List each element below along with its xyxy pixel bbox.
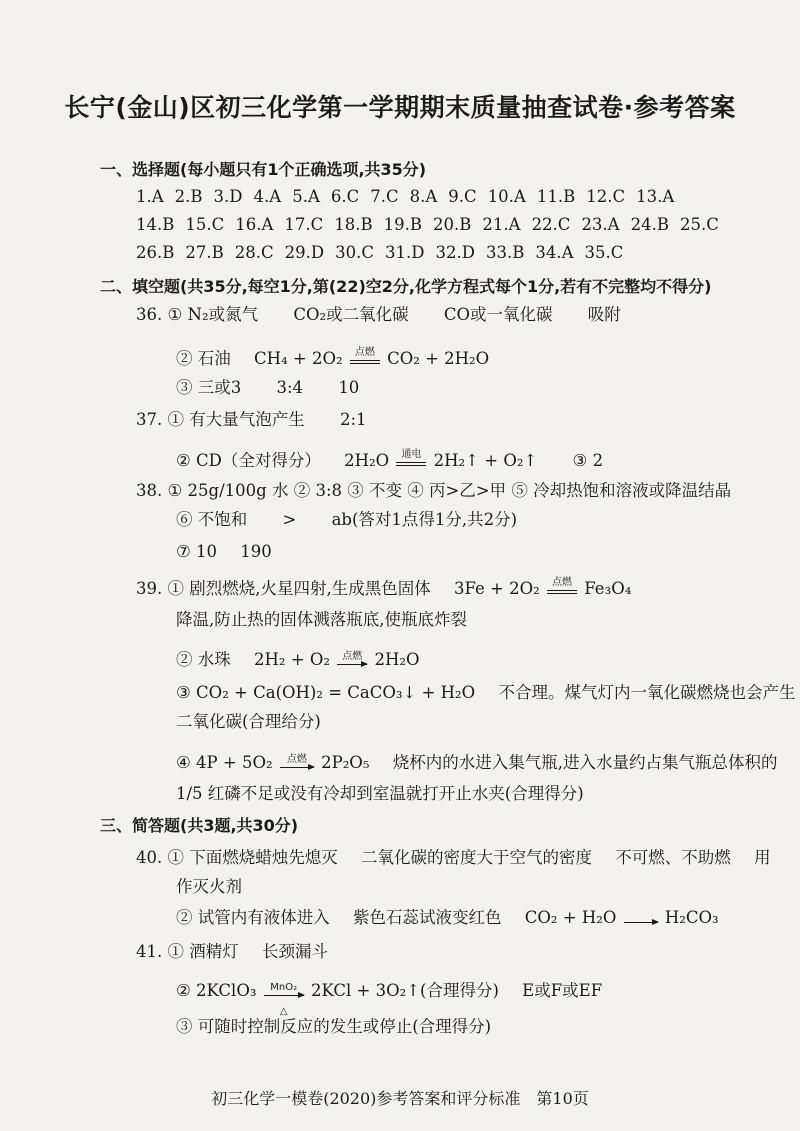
q36-line-1: [136, 304, 621, 326]
choice-answer: 15.C: [185, 215, 225, 234]
choice-answer: 6.C: [330, 187, 360, 206]
choice-answer: 25.C: [679, 215, 719, 234]
equation-left: CO₂ + H₂O: [524, 908, 617, 927]
choice-answer: 26.B: [136, 243, 175, 262]
question-number: 41.: [136, 942, 163, 961]
answer-text: CO₂或二氧化碳: [293, 305, 409, 324]
section-3-header: 三、简答题(共3题,共30分): [100, 816, 299, 835]
condition-text-bottom: △: [279, 1006, 288, 1017]
choice-answer: 14.B: [136, 215, 175, 234]
answer-text: ② CD（全对得分）: [176, 451, 321, 470]
equation-condition: [337, 651, 367, 665]
equation-right: CO₂ + 2H₂O: [387, 349, 490, 368]
answer-text: ② 试管内有液体进入: [176, 908, 330, 927]
equation-left: 2H₂ + O₂: [254, 650, 330, 669]
equation-left: ② 2KClO₃: [176, 981, 257, 1000]
choice-answer: 5.A: [292, 187, 320, 206]
equation-right: 2P₂O₅: [321, 753, 370, 772]
choice-answer: 27.B: [185, 243, 224, 262]
equation-right: 2KCl + 3O₂↑(合理得分): [310, 981, 499, 1000]
q40-line-1: [136, 847, 771, 869]
choice-answer: 8.A: [409, 187, 438, 206]
answer-text: ① 25g/100g 水 ② 3:8 ③ 不变 ④ 丙>乙>甲 ⑤ 冷却热饱和溶液或降温结晶: [167, 481, 732, 500]
choice-answer: 24.B: [630, 215, 669, 234]
q40-line-3: [176, 907, 719, 929]
equation-right: 2H₂↑ + O₂↑: [433, 451, 538, 470]
q39-line-5: 二氧化碳(合理给分): [176, 712, 321, 731]
equation-condition: [396, 449, 426, 466]
answer-text: 3:4: [276, 378, 304, 397]
choice-answer: 11.B: [536, 187, 576, 206]
choice-answer: 28.C: [234, 243, 274, 262]
condition-text: 通电: [401, 449, 422, 460]
choice-answer: 30.C: [335, 243, 374, 262]
answer-text: ① N₂或氮气: [167, 305, 259, 324]
choice-answer: 35.C: [584, 243, 624, 262]
q41-line-3: ③ 可随时控制反应的发生或停止(合理得分): [176, 1017, 492, 1036]
choice-answer: 22.C: [531, 215, 571, 234]
answer-text: 烧杯内的水进入集气瓶,进入水量约占集气瓶总体积的: [392, 753, 778, 772]
choice-answer: 19.B: [383, 215, 423, 234]
page-footer: 初三化学一模卷(2020)参考答案和评分标准 第10页: [211, 1089, 589, 1108]
answer-text: 不合理。煤气灯内一氧化碳燃烧也会产生: [498, 683, 796, 702]
equation-right: Fe₃O₄: [584, 579, 632, 598]
q41-line-1: [136, 941, 328, 963]
q38-line-3: [176, 541, 272, 563]
q41-line-2: [176, 980, 603, 1017]
condition-text: 点燃: [354, 347, 375, 358]
choice-answer: 31.D: [384, 243, 425, 262]
answer-text: >: [282, 510, 297, 529]
answer-text: E或F或EF: [522, 981, 603, 1000]
page-title: 长宁(金山)区初三化学第一学期期末质量抽查试卷·参考答案: [64, 93, 736, 122]
choice-answer: 29.D: [284, 243, 325, 262]
choice-row-1: [136, 186, 674, 208]
choice-answer: 4.A: [253, 187, 282, 206]
q38-line-2: [176, 509, 517, 531]
choice-answer: 23.A: [581, 215, 620, 234]
condition-text: 点燃: [286, 754, 307, 765]
answer-text: 二氧化碳的密度大于空气的密度: [361, 848, 592, 867]
q39-line-2: 降温,防止热的固体溅落瓶底,使瓶底炸裂: [176, 610, 467, 629]
q39-line-7: 1/5 红磷不足或没有冷却到室温就打开止水夹(合理得分): [176, 784, 584, 803]
q38-line-1: [136, 480, 731, 502]
answer-text: ab(答对1点得1分,共2分): [331, 510, 518, 529]
answer-text: ⑥ 不饱和: [176, 510, 248, 529]
q37-line-1: [136, 409, 367, 431]
q36-line-2: [176, 348, 489, 370]
answer-text: ⑦ 10: [176, 542, 218, 561]
choice-answer: 7.C: [370, 187, 399, 206]
q37-line-2: [176, 450, 603, 472]
equation-left: 3Fe + 2O₂: [454, 579, 540, 598]
equation-condition: [280, 754, 314, 768]
q36-line-3: [176, 377, 359, 399]
equation-right: 2H₂O: [374, 650, 420, 669]
answer-text: ① 酒精灯: [167, 942, 239, 961]
equation-condition: [350, 347, 380, 364]
q40-line-2: 作灭火剂: [176, 877, 242, 896]
answer-text: 用: [754, 848, 771, 867]
answer-text: 2:1: [340, 410, 367, 429]
section-2-header: 二、填空题(共35分,每空1分,第(22)空2分,化学方程式每个1分,若有不完整均不得分): [100, 277, 712, 296]
question-number: 36.: [136, 305, 163, 324]
choice-answer: 32.D: [435, 243, 475, 262]
choice-answer: 12.C: [586, 187, 626, 206]
choice-answer: 3.D: [213, 187, 243, 206]
equation-left: ④ 4P + 5O₂: [176, 753, 273, 772]
answer-text: ③ 2: [572, 451, 604, 470]
equation-arrow: [624, 922, 658, 923]
question-number: 38.: [136, 481, 163, 500]
choice-row-2: [136, 214, 719, 236]
choice-answer: 10.A: [487, 187, 526, 206]
q39-line-1: [136, 578, 631, 600]
condition-text: 点燃: [342, 651, 363, 662]
question-number: 37.: [136, 410, 163, 429]
choice-answer: 34.A: [535, 243, 574, 262]
answer-text: ① 剧烈燃烧,火星四射,生成黑色固体: [167, 579, 431, 598]
equation-left: CH₄ + 2O₂: [254, 349, 343, 368]
answer-text: 190: [240, 542, 272, 561]
question-number: 39.: [136, 579, 163, 598]
condition-text: MnO₂: [270, 982, 298, 993]
choice-answer: 20.B: [433, 215, 472, 234]
choice-answer: 1.A: [136, 187, 164, 206]
q39-line-3: [176, 649, 420, 671]
choice-answer: 2.B: [174, 187, 203, 206]
answer-text: 不可燃、不助燃: [615, 848, 731, 867]
equation-condition: [547, 577, 577, 594]
answer-text: ② 石油: [176, 349, 231, 368]
choice-answer: 33.B: [485, 243, 525, 262]
choice-answer: 16.A: [235, 215, 274, 234]
choice-answer: 9.C: [448, 187, 477, 206]
choice-answer: 18.B: [334, 215, 373, 234]
answer-text: ① 下面燃烧蜡烛先熄灭: [167, 848, 338, 867]
equation-condition: [264, 982, 304, 1017]
answer-text: ③ CO₂ + Ca(OH)₂ = CaCO₃↓ + H₂O: [176, 683, 476, 702]
choice-row-3: [136, 242, 623, 264]
section-1-header: 一、选择题(每小题只有1个正确选项,共35分): [100, 160, 427, 179]
question-number: 40.: [136, 848, 163, 867]
answer-text: 10: [338, 378, 360, 397]
answer-text: ③ 三或3: [176, 378, 242, 397]
equation-left: 2H₂O: [344, 451, 390, 470]
choice-answer: 13.A: [636, 187, 675, 206]
condition-text: 点燃: [552, 577, 573, 588]
answer-text: ① 有大量气泡产生: [167, 410, 305, 429]
q39-line-4: [176, 682, 795, 704]
answer-text: CO或一氧化碳: [443, 305, 553, 324]
answer-text: ② 水珠: [176, 650, 231, 669]
answer-text: 紫色石蕊试液变红色: [353, 908, 502, 927]
q39-line-6: [176, 752, 777, 774]
answer-text: 吸附: [587, 305, 621, 324]
equation-right: H₂CO₃: [664, 908, 719, 927]
choice-answer: 17.C: [284, 215, 324, 234]
choice-answer: 21.A: [482, 215, 521, 234]
answer-text: 长颈漏斗: [262, 942, 328, 961]
